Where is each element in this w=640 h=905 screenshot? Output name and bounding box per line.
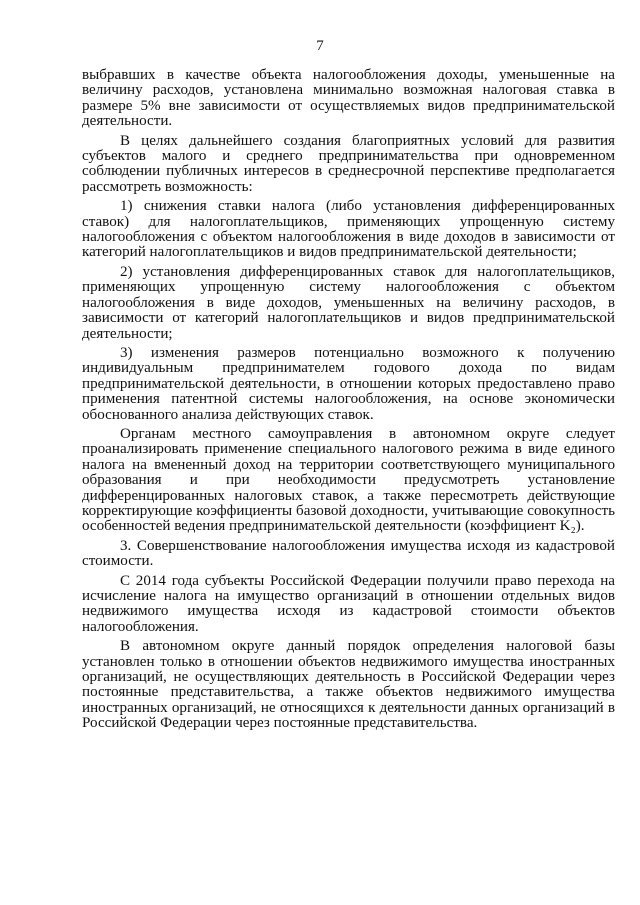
list-item: 2) установления дифференцированных ставок для налогоплательщиков, применяющих упрощенную систему налогообложения с объектом налогообложения в виде доходов, уменьшенных на величину расходов, в зависимости от категорий налогоплательщиков и видов предпринимательской деятельности; (82, 263, 615, 342)
paragraph: С 2014 года субъекты Российской Федерации получили право перехода на исчисление налога на имущество организаций в отношении отдельных видов недвижимого имущества исходя из кадастровой стоимости объектов налогообложения. (82, 572, 615, 635)
section-heading: 3. Совершенствование налогообложения имущества исходя из кадастровой стоимости. (82, 537, 615, 570)
document-body (82, 68, 615, 736)
list-item: 1) снижения ставки налога (либо установления дифференцированных ставок) для налогоплательщиков, применяющих упрощенную систему налогообложения с объектом налогообложения в виде доходов в зависимости от категорий налогоплательщиков и видов предпринимательской деятельности; (82, 198, 615, 261)
paragraph: В целях дальнейшего создания благоприятных условий для развития субъектов малого и среднего предпринимательства при одновременном соблюдении публичных интересов в среднесрочной перспективе предполагается рассмотреть возможность: (82, 132, 615, 195)
list-item: 3) изменения размеров потенциально возможного к получению индивидуальным предпринимателем годового дохода по видам предпринимательской деятельности, в отношении которых предоставлено право применения патентной системы налогообложения, на основе экономически обоснованного анализа действующих ставок. (82, 344, 615, 423)
paragraph: выбравших в качестве объекта налогообложения доходы, уменьшенные на величину расходов, установлена минимально возможная налоговая ставка в размере 5% вне зависимости от осуществляемых видов предпринимательской деятельности. (82, 67, 615, 130)
page-number: 7 (316, 38, 324, 54)
paragraph: Органам местного самоуправления в автономном округе следует проанализировать применение специального налогового режима в виде единого налога на вмененный доход на территории соответствующего муниципального образования и при необходимости предусмотреть установление дифференцированных налоговых ставок, а также пересмотреть действующие корректирующие коэффициенты базовой доходности, учитывающие совокупность особенностей ведения предпринимательской деятельности (коэффициент K₂). (82, 425, 615, 535)
paragraph: В автономном округе данный порядок определения налоговой базы установлен только в отношении объектов недвижимого имущества иностранных организаций, не осуществляющих деятельность в Российской Федерации через постоянные представительства, а также объектов недвижимого имущества иностранных организаций, не относящихся к деятельности данных организаций в Российской Федерации через постоянные представительства. (82, 638, 615, 732)
